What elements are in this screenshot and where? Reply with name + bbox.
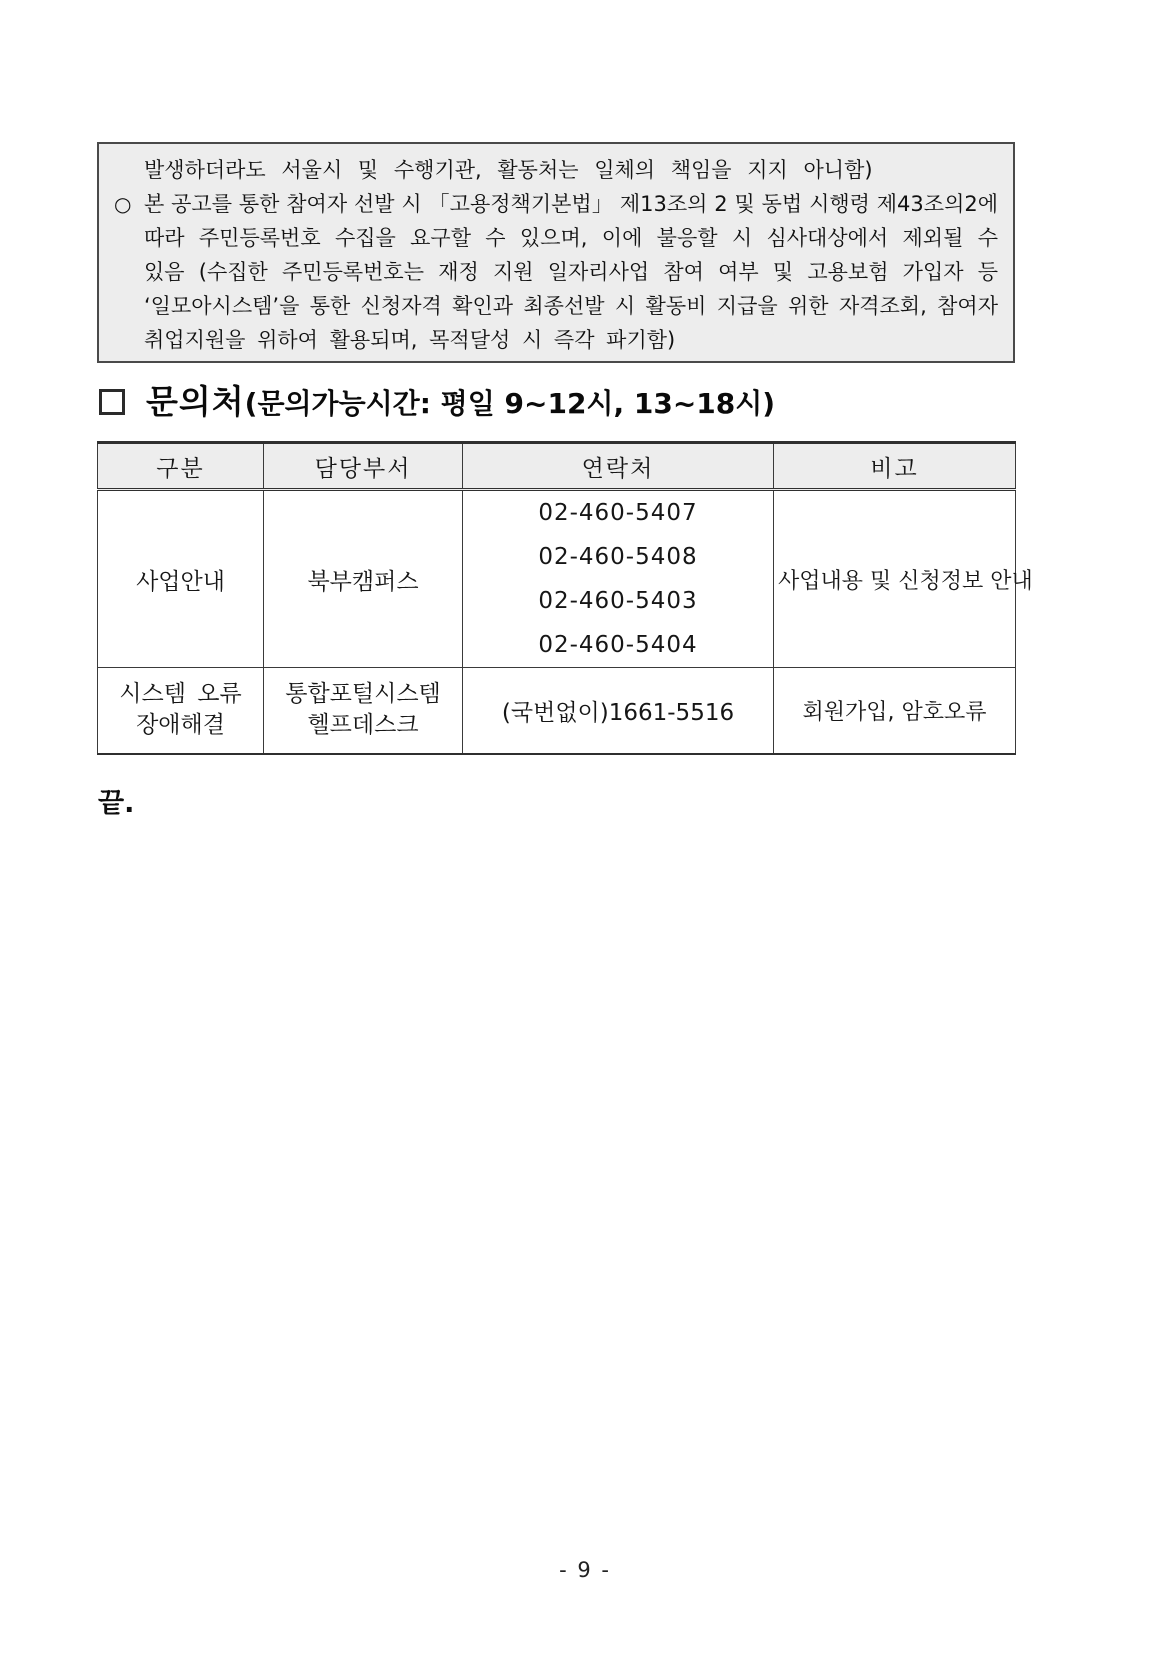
cell-text: 사업내용 및 신청정보 안내 bbox=[778, 568, 1033, 594]
table-row bbox=[98, 490, 1016, 668]
notice-continuation-line: 발생하더라도 서울시 및 수행기관, 활동처는 일체의 책임을 지지 아니함) bbox=[144, 158, 873, 182]
notice-item-line bbox=[114, 187, 998, 221]
phone-number: 02-460-5408 bbox=[538, 544, 698, 570]
notice-item-line: ‘일모아시스템’을 통한 신청자격 확인과 최종선발 시 활동비 지급을 위한 자격조회, 참여자 bbox=[144, 294, 998, 318]
contact-table bbox=[97, 441, 1033, 755]
notice-item-line: 취업지원을 위하여 활용되며, 목적달성 시 즉각 파기함) bbox=[144, 328, 676, 352]
col-header-department: 담당부서 bbox=[264, 443, 463, 490]
cell-note bbox=[774, 668, 1016, 754]
cell-note bbox=[774, 490, 1033, 668]
cell-text: 사업안내 bbox=[136, 568, 225, 595]
cell-text: 회원가입, 암호오류 bbox=[802, 699, 987, 725]
cell-text: 장애해결 bbox=[136, 712, 225, 739]
section-heading bbox=[97, 376, 775, 423]
phone-number: 02-460-5403 bbox=[538, 588, 698, 614]
notice-item-line: 따라 주민등록번호 수집을 요구할 수 있으며, 이에 불응할 시 심사대상에서 제외될 수 bbox=[144, 226, 998, 250]
col-header-category: 구분 bbox=[98, 443, 264, 490]
cell-text: 북부캠퍼스 bbox=[307, 568, 419, 595]
cell-contacts bbox=[463, 668, 774, 754]
notice-item-text: 본 공고를 통한 참여자 선발 시 「고용정책기본법」 제13조의 2 및 동법 시행령 제43조의2에 bbox=[144, 192, 998, 216]
cell-text: 헬프데스크 bbox=[307, 712, 419, 739]
phone-number: 02-460-5404 bbox=[538, 632, 698, 658]
col-header-contact: 연락처 bbox=[463, 443, 774, 490]
col-header-note: 비고 bbox=[774, 443, 1016, 490]
section-title-wrap bbox=[146, 376, 775, 423]
cell-department bbox=[264, 490, 463, 668]
cell-contacts bbox=[463, 490, 774, 668]
section-subtitle: (문의가능시간: 평일 9~12시, 13~18시) bbox=[244, 387, 776, 420]
section-title: 문의처 bbox=[146, 382, 245, 421]
cell-text: 통합포털시스템 bbox=[285, 681, 441, 708]
circle-bullet-icon: ○ bbox=[114, 192, 132, 216]
notice-box bbox=[97, 142, 1015, 363]
cell-category bbox=[98, 668, 264, 754]
document-end-mark: 끝. bbox=[98, 788, 135, 819]
cell-department bbox=[264, 668, 463, 754]
cell-category bbox=[98, 490, 264, 668]
cell-text: 시스템 오류 bbox=[119, 681, 242, 708]
notice-item-line: 있음 (수집한 주민등록번호는 재정 지원 일자리사업 참여 여부 및 고용보험 가입자 등 bbox=[144, 260, 998, 284]
square-bullet-icon bbox=[99, 389, 125, 415]
table-header-row bbox=[98, 443, 1016, 490]
table-row bbox=[98, 668, 1016, 754]
page-number: - 9 - bbox=[559, 1558, 611, 1582]
phone-number: 02-460-5407 bbox=[538, 500, 698, 526]
phone-number: (국번없이)1661-5516 bbox=[501, 699, 735, 726]
